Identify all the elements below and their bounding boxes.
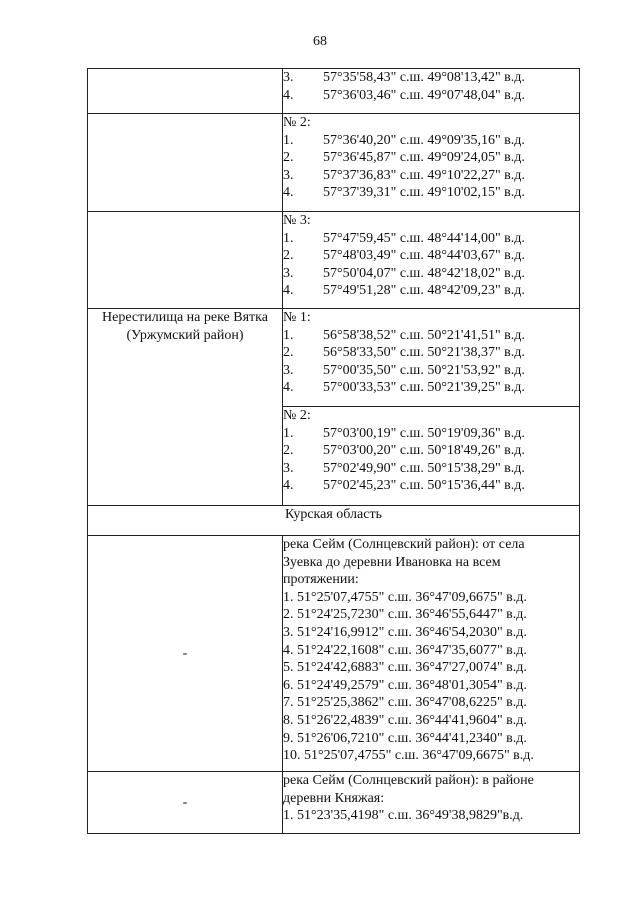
- coord-line: 3. 57°37'36,83" с.ш. 49°10'22,27" в.д.: [283, 167, 525, 183]
- coord-line: 2. 57°48'03,49" с.ш. 48°44'03,67" в.д.: [283, 248, 525, 264]
- coord-line: 4. 57°00'33,53" с.ш. 50°21'39,25" в.д.: [283, 380, 525, 396]
- coord-line: 1. 51°23'35,4198" с.ш. 36°49'38,9829"в.д.: [283, 808, 524, 824]
- coord-line: 8. 51°26'22,4839" с.ш. 36°44'41,9604" в.д.: [283, 712, 527, 728]
- dash-cell: -: [88, 772, 283, 834]
- coord-line: 1. 56°58'38,52" с.ш. 50°21'41,51" в.д.: [283, 327, 525, 343]
- coord-line: 3. 57°00'35,50" с.ш. 50°21'53,92" в.д.: [283, 362, 525, 378]
- zone-title: № 1:: [283, 310, 311, 325]
- left-cell: [88, 212, 283, 309]
- zone-title: № 3:: [283, 213, 311, 228]
- region-header: Курская область: [88, 506, 580, 536]
- table-row: [88, 536, 580, 772]
- description-line: река Сейм (Солнцевский район): в районе: [283, 773, 534, 788]
- coord-line: 1. 57°03'00,19" с.ш. 50°19'09,36" в.д.: [283, 425, 525, 441]
- coord-line: 4. 57°37'39,31" с.ш. 49°10'02,15" в.д.: [283, 185, 525, 201]
- vyatka-name-cell: [88, 309, 283, 506]
- coords-cell: [283, 536, 580, 772]
- description-line: река Сейм (Солнцевский район): от села: [283, 537, 525, 552]
- coord-line: 9. 51°26'06,7210" с.ш. 36°44'41,2340" в.д.: [283, 730, 527, 746]
- coord-line: 1. 57°36'40,20" с.ш. 49°09'35,16" в.д.: [283, 132, 525, 148]
- coord-line: 1. 57°47'59,45" с.ш. 48°44'14,00" в.д.: [283, 230, 525, 246]
- coord-line: 3. 51°24'16,9912" с.ш. 36°46'54,2030" в.д.: [283, 624, 527, 640]
- table-row: [88, 114, 580, 212]
- coord-line: 3. 57°50'04,07" с.ш. 48°42'18,02" в.д.: [283, 265, 525, 281]
- dash-cell: -: [88, 536, 283, 772]
- description-line: протяжении:: [283, 572, 359, 588]
- coord-line: 4. 57°02'45,23" с.ш. 50°15'36,44" в.д.: [283, 478, 525, 494]
- page-number: 68: [313, 34, 327, 49]
- table-row: [88, 69, 580, 114]
- coords-cell: [283, 212, 580, 309]
- table-row: [88, 506, 580, 536]
- table-row: [88, 309, 580, 407]
- coords-cell: [283, 772, 580, 834]
- coordinates-table: [87, 68, 580, 834]
- table-row: [88, 772, 580, 834]
- coord-line: 5. 51°24'42,6883" с.ш. 36°47'27,0074" в.д.: [283, 660, 527, 676]
- coord-line: 3. 57°02'49,90" с.ш. 50°15'38,29" в.д.: [283, 460, 525, 476]
- coord-line: 2. 56°58'33,50" с.ш. 50°21'38,37" в.д.: [283, 345, 525, 361]
- coord-line: 2. 57°36'45,87" с.ш. 49°09'24,05" в.д.: [283, 150, 525, 166]
- vyatka-name-line1: Нерестилища на реке Вятка: [102, 310, 268, 325]
- description-line: деревни Княжая:: [283, 790, 385, 806]
- coord-line: 2. 51°24'25,7230" с.ш. 36°46'55,6447" в.д.: [283, 607, 527, 623]
- zone-title: № 2:: [283, 408, 311, 423]
- coord-line: 2. 57°03'00,20" с.ш. 50°18'49,26" в.д.: [283, 443, 525, 459]
- description-line: Зуевка до деревни Ивановка на всем: [283, 554, 501, 570]
- coord-line: 1. 51°25'07,4755" с.ш. 36°47'09,6675" в.д.: [283, 589, 527, 605]
- coord-line: 4. 51°24'22,1608" с.ш. 36°47'35,6077" в.д.: [283, 642, 527, 658]
- coords-cell: [283, 309, 580, 407]
- coord-line: 6. 51°24'49,2579" с.ш. 36°48'01,3054" в.д.: [283, 677, 527, 693]
- coord-line: 7. 51°25'25,3862" с.ш. 36°47'08,6225" в.д.: [283, 695, 527, 711]
- coords-cell: [283, 114, 580, 212]
- coord-line: 3. 57°35'58,43" с.ш. 49°08'13,42" в.д.: [283, 70, 525, 85]
- vyatka-name-line2: (Уржумский район): [126, 327, 244, 343]
- coord-line: 4. 57°49'51,28" с.ш. 48°42'09,23" в.д.: [283, 283, 525, 299]
- left-cell: [88, 69, 283, 114]
- coords-cell: [283, 407, 580, 506]
- coords-cell: [283, 69, 580, 114]
- coord-line: 4. 57°36'03,46" с.ш. 49°07'48,04" в.д.: [283, 87, 525, 103]
- table-row: [88, 212, 580, 309]
- coord-line: 10. 51°25'07,4755" с.ш. 36°47'09,6675" в.д.: [283, 748, 534, 764]
- left-cell: [88, 114, 283, 212]
- zone-title: № 2:: [283, 115, 311, 130]
